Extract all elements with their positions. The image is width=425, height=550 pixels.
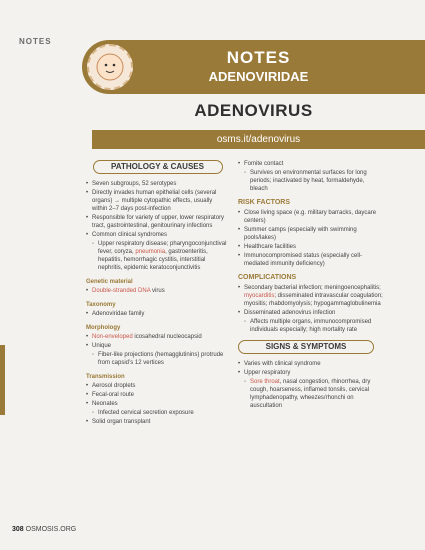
complications-heading: COMPLICATIONS: [238, 274, 297, 281]
list-item: • Upper respiratory: [238, 369, 383, 377]
list-item: • Neonates: [86, 400, 229, 408]
genetic-heading: Genetic material: [86, 279, 133, 285]
genetic-rest: virus: [150, 288, 165, 294]
list-subitem: ◦ Survives on environmental surfaces for long periods; inactivated by heat, formaldehyde, bleach: [244, 169, 383, 193]
list-item: • Solid organ transplant: [86, 418, 229, 426]
list-item: • Responsible for variety of upper, lower respiratory tract, gastrointestinal, genitourinary infections: [86, 214, 229, 230]
list-item: • Immunocompromised status (especially cell-mediated immunity deficiency): [238, 252, 383, 268]
list-item: • Adenoviridae family: [86, 310, 229, 318]
list-item: [86, 333, 229, 341]
signs-list: [238, 360, 383, 410]
list-item: • Healthcare facilities: [238, 243, 383, 251]
syndromes-text-pre: Upper respiratory disease; pharyngoconjunctival fever, coryza,: [98, 241, 227, 255]
morphology-list: [86, 333, 229, 367]
complications-list: [238, 284, 383, 334]
signs-rest: , nasal congestion, rhinorrhea, dry cough, hoarseness, inflamed tonsils, cervical lymphadenopathy, wheezes/rhonchi on auscultation: [250, 379, 371, 409]
signs-link-sore-throat[interactable]: Sore throat: [250, 379, 280, 385]
left-column: [86, 160, 229, 427]
page-number: 308: [12, 526, 24, 533]
list-item: • Unique: [86, 342, 229, 350]
list-item: • Varies with clinical syndrome: [238, 360, 383, 368]
list-subitem: ◦ Affects multiple organs, immunocompromised individuals especially; high mortality rate: [244, 318, 383, 334]
syndromes-text-post: , gastroenteritis, hepatitis, hemorrhagic cystitis, interstitial nephritis, epidemic keratoconjunctivitis: [98, 249, 208, 271]
footer-site[interactable]: OSMOSIS.ORG: [25, 526, 77, 533]
list-item: • Fecal-oral route: [86, 391, 229, 399]
list-item: • Directly invades human epithelial cells (several organs) → multiple cytopathic effects, usually within 2–7 days post-infection: [86, 189, 229, 213]
transmission-list: [86, 382, 229, 426]
risk-factors-list: [238, 209, 383, 268]
section-pill-signs: SIGNS & SYMPTOMS: [238, 340, 374, 354]
page-title: ADENOVIRUS: [194, 101, 313, 120]
list-item: • Aerosol droplets: [86, 382, 229, 390]
pathology-list: [86, 180, 229, 272]
list-item: • Common clinical syndromes: [86, 231, 229, 239]
list-subitem: ◦ Fiber-like projections (hemagglutinins) protrude from capsid’s 12 vertices: [92, 351, 229, 367]
list-item: • Fomite contact: [238, 160, 383, 168]
complications-link-myocarditis[interactable]: myocarditis: [244, 293, 275, 299]
list-item: • Seven subgroups, 52 serotypes: [86, 180, 229, 188]
genetic-list: [86, 287, 229, 295]
header-banner: [82, 40, 425, 94]
footer: [12, 526, 76, 533]
list-item: • Close living space (e.g. military barracks, daycare centers): [238, 209, 383, 225]
list-subitem: ◦ Infected cervical secretion exposure: [92, 409, 229, 417]
list-subitem: [92, 240, 229, 272]
taxonomy-heading: Taxonomy: [86, 302, 116, 308]
side-tab-marker: [0, 345, 5, 415]
banner-title: NOTES: [226, 48, 291, 67]
list-item: [238, 284, 383, 308]
notes-tag: NOTES: [19, 37, 52, 46]
morphology-heading: Morphology: [86, 325, 121, 331]
section-pill-pathology: PATHOLOGY & CAUSES: [93, 160, 223, 174]
transmission-heading: Transmission: [86, 374, 125, 380]
list-item: [86, 287, 229, 295]
complications-text-post: ; disseminated intravascular coagulation; myositis; rhabdomyolysis; hypogammaglobulinemia: [244, 293, 383, 307]
morphology-link[interactable]: Non-enveloped: [92, 334, 133, 340]
genetic-link[interactable]: Double-stranded DNA: [92, 288, 151, 294]
right-column: [238, 160, 383, 411]
url-link[interactable]: osms.it/adenovirus: [92, 130, 425, 149]
list-item: • Disseminated adenovirus infection: [238, 309, 383, 317]
banner-subtitle: ADENOVIRIDAE: [208, 69, 309, 84]
taxonomy-list: [86, 310, 229, 318]
list-subitem: [244, 378, 383, 410]
risk-factors-heading: RISK FACTORS: [238, 199, 290, 206]
fomite-list: [238, 160, 383, 193]
syndromes-link-pneumonia[interactable]: pneumonia: [135, 249, 166, 255]
complications-text-pre: Secondary bacterial infection; meningoencephalitis;: [244, 285, 381, 291]
list-item: • Summer camps (especially with swimming pools/lakes): [238, 226, 383, 242]
morphology-rest: icosahedral nucleocapsid: [132, 334, 202, 340]
